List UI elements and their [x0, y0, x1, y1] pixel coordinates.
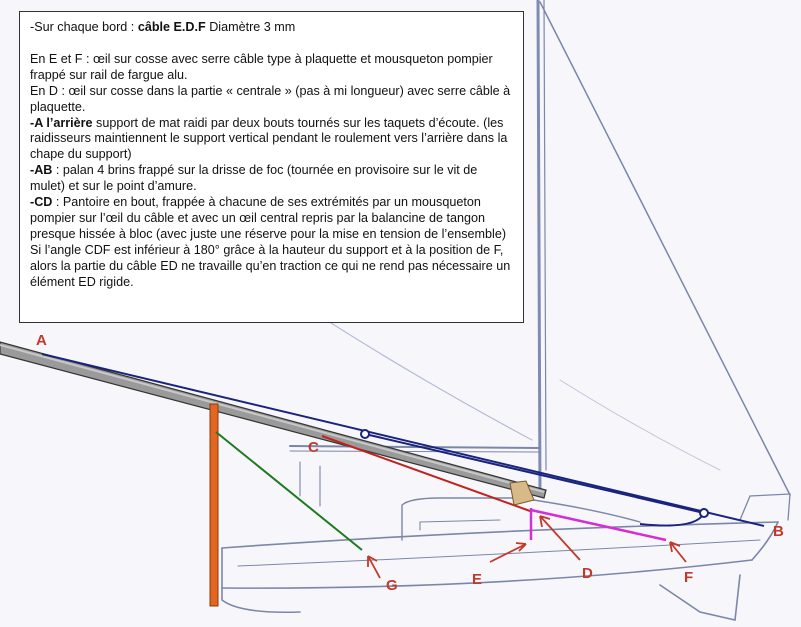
mast — [538, 0, 540, 496]
label-e: E — [472, 571, 483, 588]
label-a: A — [36, 332, 47, 349]
keel-line — [660, 575, 740, 620]
cable-prefix: -Sur chaque bord : — [30, 20, 138, 34]
paragraph-ab — [30, 163, 515, 195]
cable-line — [30, 20, 515, 36]
mainsail-sketch — [320, 316, 532, 440]
label-c: C — [308, 439, 319, 456]
pole-highlight — [0, 345, 544, 492]
block-upper — [361, 430, 369, 438]
text-a: support de mat raidi par deux bouts tournés sur les taquets d’écoute. (les raidisseurs maintiennent le support vertical pendant le roulement vers l’arrière dans la chape du support) — [30, 115, 508, 162]
text-cd: : Pantoire en bout, frappée à chacune de ses extrémités par un mousqueton pompier sur l’œil du câble et avec un œil central repris par la balancine de tangon presque hissée à bloc (avec juste une réserve pour la mise en tension de l’ensemble) — [30, 195, 507, 241]
cable-name: câble E.D.F — [137, 20, 206, 34]
paragraph-a — [30, 116, 515, 164]
text-ab: : palan 4 brins frappé sur la drisse de foc (tournée en provisoire sur le vit de mulet) et sur le point d’amure. — [30, 163, 478, 194]
block-lower — [700, 509, 708, 517]
boom-lower — [290, 451, 540, 452]
label-d: D — [582, 565, 593, 582]
arrow-f — [670, 542, 686, 562]
paragraph-cd — [30, 195, 515, 243]
bow-pulpit — [740, 494, 790, 520]
mast-support-block — [510, 481, 534, 505]
description-box — [19, 11, 524, 323]
cabin-outline — [402, 498, 640, 540]
hull-bottom — [222, 560, 752, 588]
paragraph-ef: En E et F : œil sur cosse avec serre câble type à plaquette et mousqueton pompier frappé sur rail de fargue alu. — [30, 51, 493, 82]
paragraph-d: En D : œil sur cosse dans la partie « centrale » (pas à mi longueur) avec serre câble à plaquette. — [30, 83, 511, 114]
mast-shadow — [544, 0, 546, 470]
stern-line — [222, 548, 300, 612]
spacer — [30, 36, 515, 52]
forestay — [540, 2, 790, 495]
wire-ab-upper — [42, 354, 764, 526]
green-brace — [216, 432, 362, 550]
arrow-g — [368, 556, 380, 578]
label-f: F — [684, 569, 694, 586]
wire-ab-lower — [365, 434, 704, 513]
heading-ab: -AB — [30, 163, 53, 178]
heading-a: -A l’arrière — [30, 115, 93, 130]
pole — [0, 342, 546, 498]
cabin-window — [420, 520, 500, 530]
label-g: G — [386, 577, 398, 594]
wire-ab — [42, 354, 764, 526]
label-b: B — [773, 523, 784, 540]
hull-stripe — [238, 540, 760, 566]
heading-cd: -CD — [30, 195, 53, 210]
cable-suffix: Diamètre 3 mm — [205, 20, 296, 34]
stern-rail — [300, 462, 320, 506]
arrow-d — [540, 516, 580, 560]
pole-body — [0, 342, 546, 498]
orange-support — [210, 404, 218, 606]
jib-sketch — [560, 380, 720, 470]
paragraph-angle: Si l’angle CDF est inférieur à 180° grâce à la hauteur du support et à la position de F, alors la partie du câble ED ne travaille qu’en traction ce qui ne rend pas nécessaire un élément ED rigide. — [30, 242, 511, 289]
